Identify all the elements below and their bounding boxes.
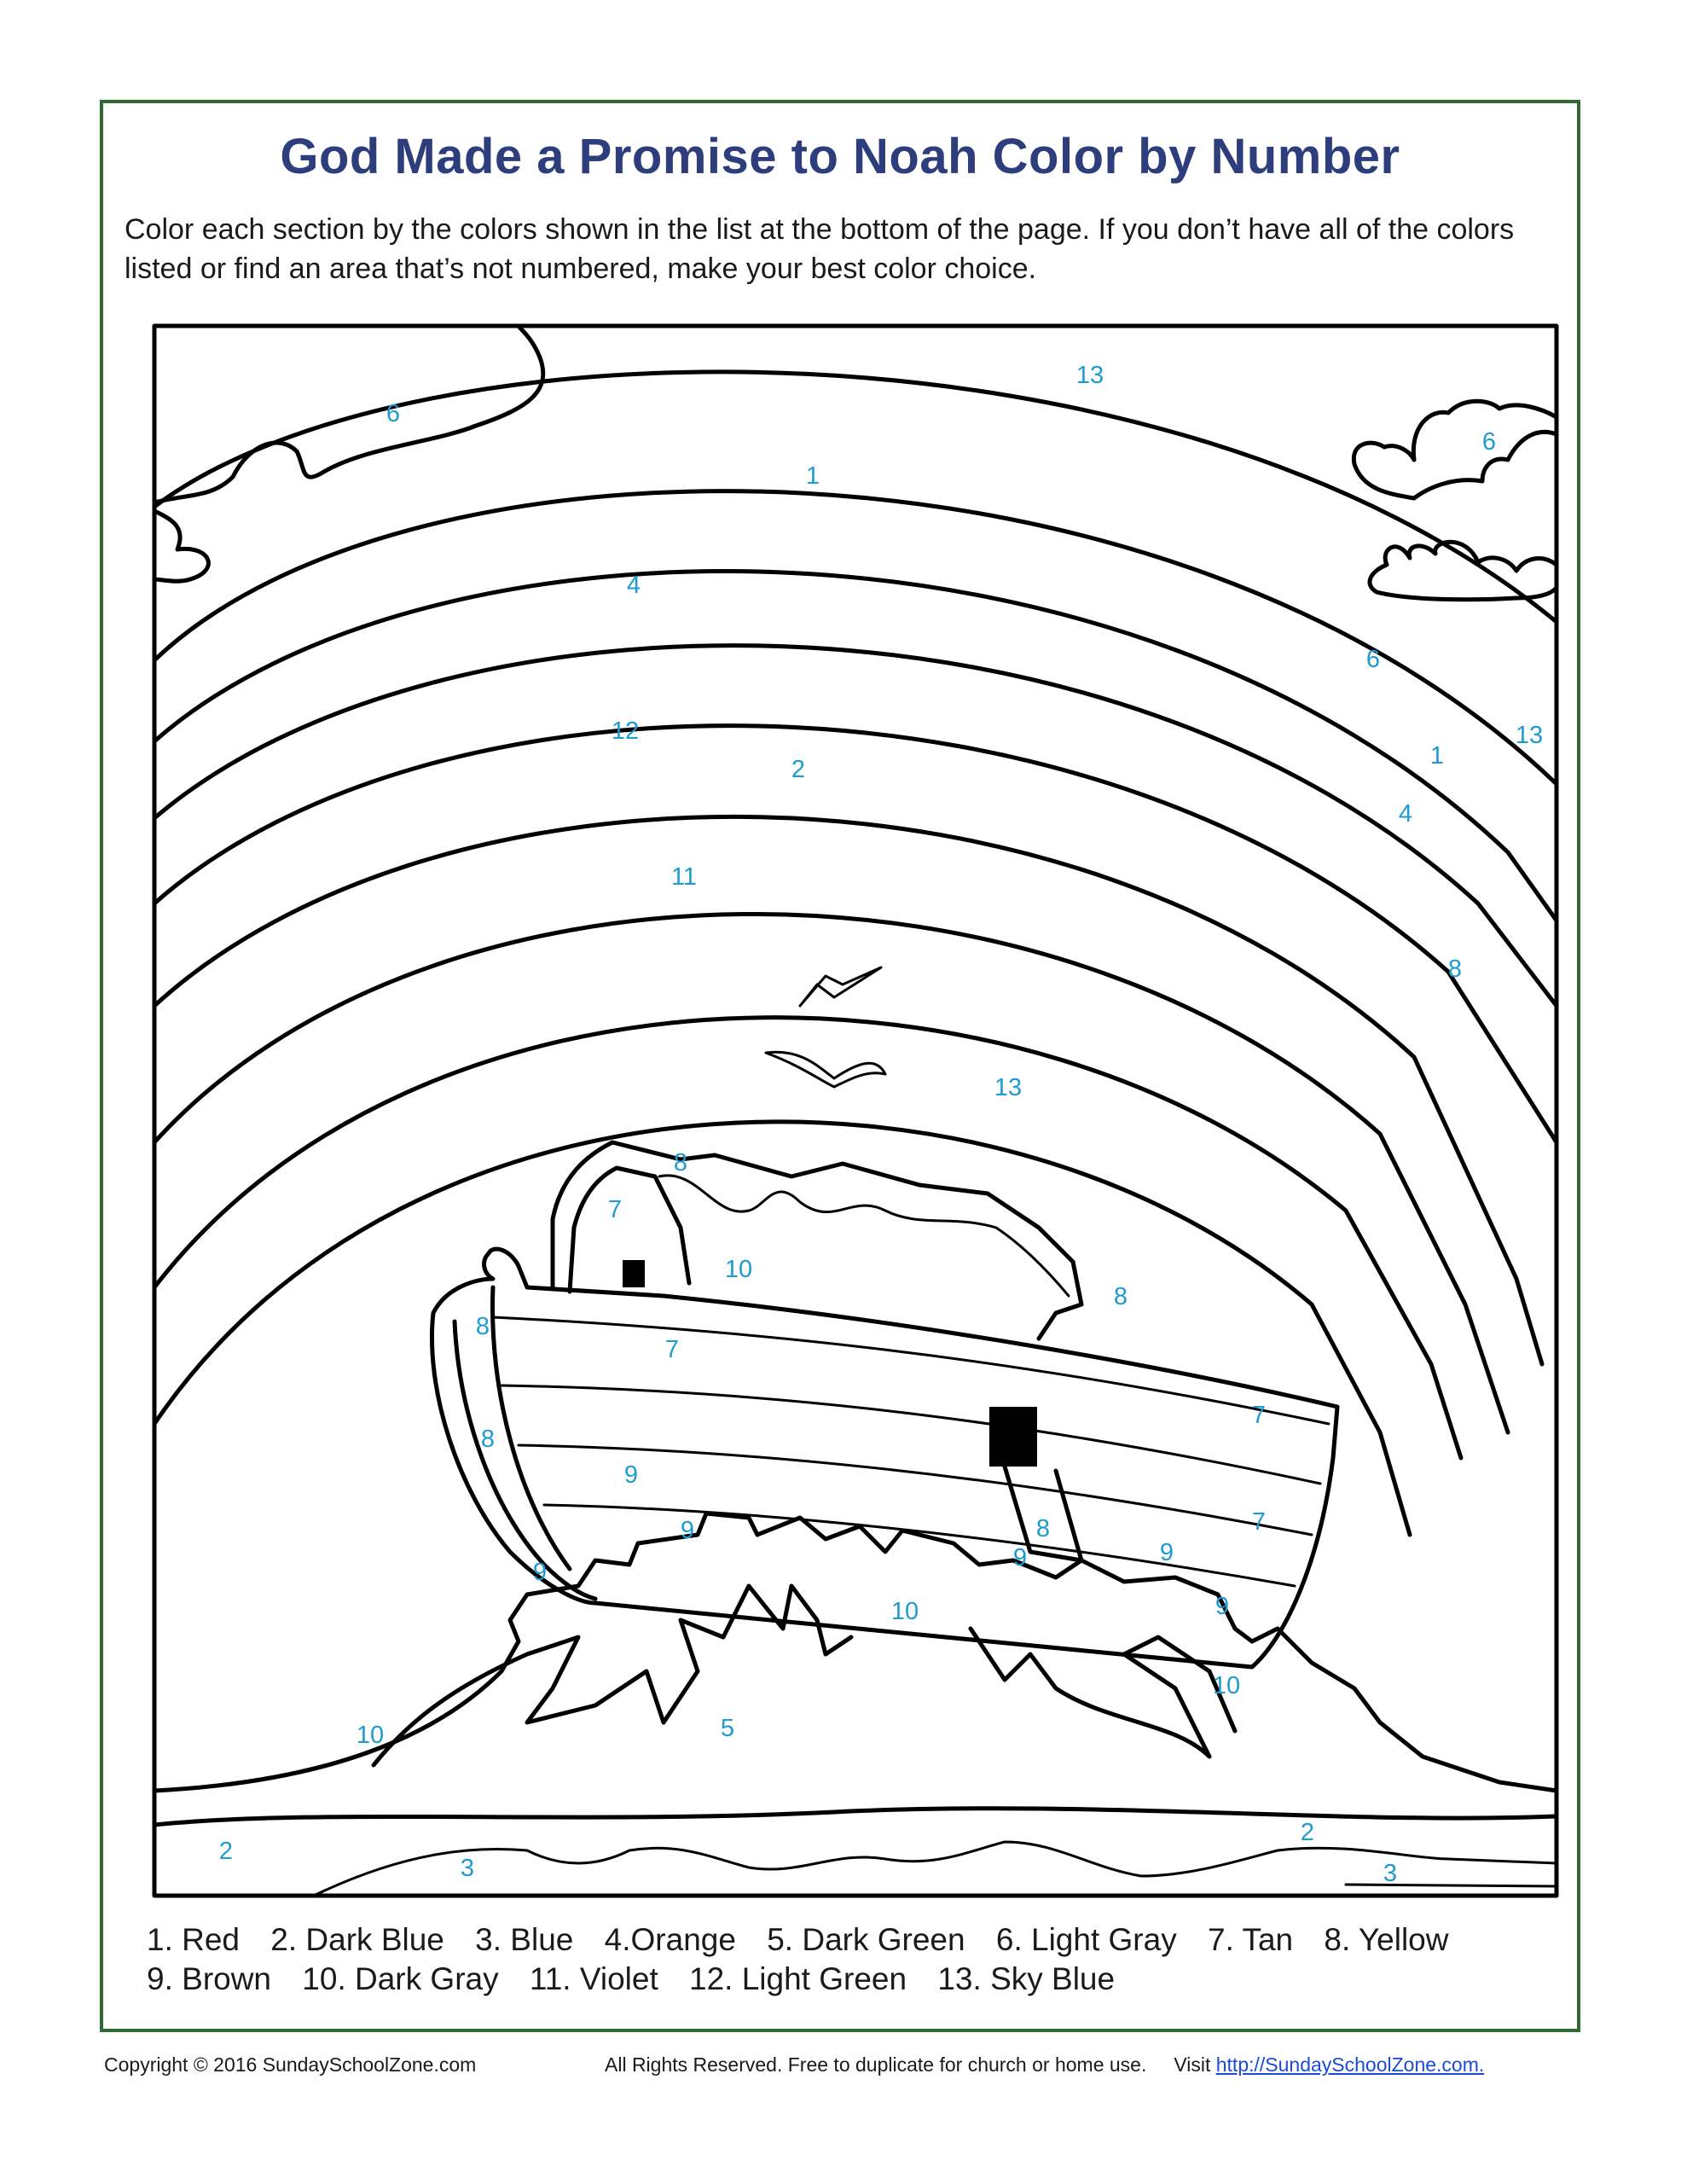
region-number: 13 (994, 1074, 1023, 1101)
ark-hull (432, 1249, 1337, 1667)
region-number: 11 (670, 863, 698, 891)
region-number: 9 (680, 1517, 695, 1544)
region-number: 1 (805, 462, 820, 490)
region-number: 5 (720, 1715, 735, 1742)
region-number: 6 (1481, 428, 1497, 456)
rainbow-arc-2 (154, 491, 1557, 784)
rainbow-arc-4 (154, 646, 1557, 1006)
cloud-upper-right (1354, 401, 1557, 498)
page-title: God Made a Promise to Noah Color by Number (280, 129, 1400, 184)
legend-item: 6. Light Gray (995, 1922, 1177, 1957)
mountain (154, 1513, 1557, 1791)
rainbow-arc-6 (154, 816, 1542, 1364)
coloring-picture (152, 323, 1559, 1898)
ark-plank-4 (544, 1505, 1295, 1586)
color-legend (147, 1920, 1470, 1999)
legend-item: 7. Tan (1208, 1922, 1294, 1957)
legend-item: 11. Violet (529, 1961, 658, 1996)
ark-bow-inner (493, 1287, 570, 1569)
region-number: 10 (1212, 1672, 1241, 1699)
region-number: 9 (532, 1559, 548, 1586)
region-number: 3 (460, 1855, 475, 1882)
footer-rights-text: All Rights Reserved. Free to duplicate for church or home use. (605, 2053, 1147, 2076)
ark-roof-wave (659, 1176, 1069, 1296)
region-number: 13 (1075, 362, 1104, 389)
region-number: 6 (386, 400, 401, 427)
legend-item: 9. Brown (147, 1961, 272, 1996)
region-number: 7 (1251, 1402, 1267, 1429)
rainbow-arc-7 (154, 914, 1508, 1432)
ark-bow-curve (455, 1321, 595, 1599)
region-number: 8 (480, 1426, 496, 1453)
cloud-left-edge (154, 511, 208, 581)
region-number: 6 (1365, 646, 1381, 673)
legend-item: 10. Dark Gray (302, 1961, 499, 1996)
legend-row-2 (147, 1960, 1470, 1999)
region-number: 1 (1429, 742, 1445, 770)
legend-item: 5. Dark Green (767, 1922, 965, 1957)
region-number: 9 (1215, 1593, 1230, 1620)
region-number: 2 (1300, 1819, 1315, 1846)
region-number: 10 (356, 1722, 385, 1749)
legend-row-1 (147, 1920, 1470, 1960)
bird-1 (800, 967, 881, 1006)
mountain-crevice-2 (971, 1629, 1235, 1757)
bird-2 (766, 1052, 885, 1087)
water-line-1 (154, 1809, 1557, 1825)
region-number: 9 (1159, 1539, 1174, 1566)
footer-copyright: Copyright © 2016 SundaySchoolZone.com (104, 2053, 477, 2076)
region-number: 7 (1251, 1508, 1267, 1536)
water-wave-2 (1346, 1885, 1557, 1886)
footer-visit-label: Visit (1174, 2053, 1211, 2076)
cloud-top-left (154, 326, 543, 502)
region-number: 10 (890, 1598, 919, 1625)
water-wave-1 (314, 1842, 1557, 1896)
legend-item: 3. Blue (475, 1922, 574, 1957)
legend-item: 1. Red (147, 1922, 241, 1957)
legend-item: 8. Yellow (1324, 1922, 1449, 1957)
footer-rights (605, 2053, 1484, 2077)
region-number: 8 (475, 1313, 490, 1340)
region-number: 9 (623, 1461, 639, 1489)
rainbow-arc-5 (154, 726, 1557, 1142)
legend-item: 2. Dark Blue (270, 1922, 444, 1957)
ark-window-small (623, 1260, 645, 1287)
region-number: 2 (218, 1838, 234, 1865)
instructions-text: Color each section by the colors shown in the list at the bottom of the page. If you don’t have all of the colors listed or find an area that’s not numbered, make your best color choice. (125, 213, 1515, 285)
region-number: 8 (673, 1149, 688, 1176)
cloud-top-right (1370, 542, 1557, 599)
noah-ark-line-art (152, 323, 1559, 1898)
region-number: 7 (607, 1196, 623, 1223)
region-number: 2 (791, 756, 806, 783)
region-number: 8 (1447, 956, 1463, 983)
footer-website-link[interactable]: http://SundaySchoolZone.com. (1215, 2053, 1485, 2076)
ark-plank-1 (493, 1317, 1329, 1424)
rainbow-arc-3 (154, 572, 1557, 921)
region-number: 4 (1398, 800, 1413, 828)
region-number: 7 (664, 1336, 680, 1363)
region-number: 10 (724, 1256, 753, 1283)
region-number: 8 (1113, 1283, 1128, 1310)
region-number: 4 (626, 572, 641, 599)
legend-item: 12. Light Green (689, 1961, 907, 1996)
region-number: 8 (1035, 1515, 1051, 1542)
legend-item: 4.Orange (604, 1922, 736, 1957)
region-number: 13 (1515, 722, 1544, 749)
region-number: 3 (1383, 1860, 1398, 1887)
rainbow-arc-9 (154, 1122, 1410, 1535)
region-number: 12 (611, 717, 640, 745)
ark-door (989, 1407, 1037, 1467)
mountain-crevice-1 (374, 1586, 851, 1765)
region-number: 9 (1012, 1544, 1028, 1571)
legend-item: 13. Sky Blue (937, 1961, 1116, 1996)
